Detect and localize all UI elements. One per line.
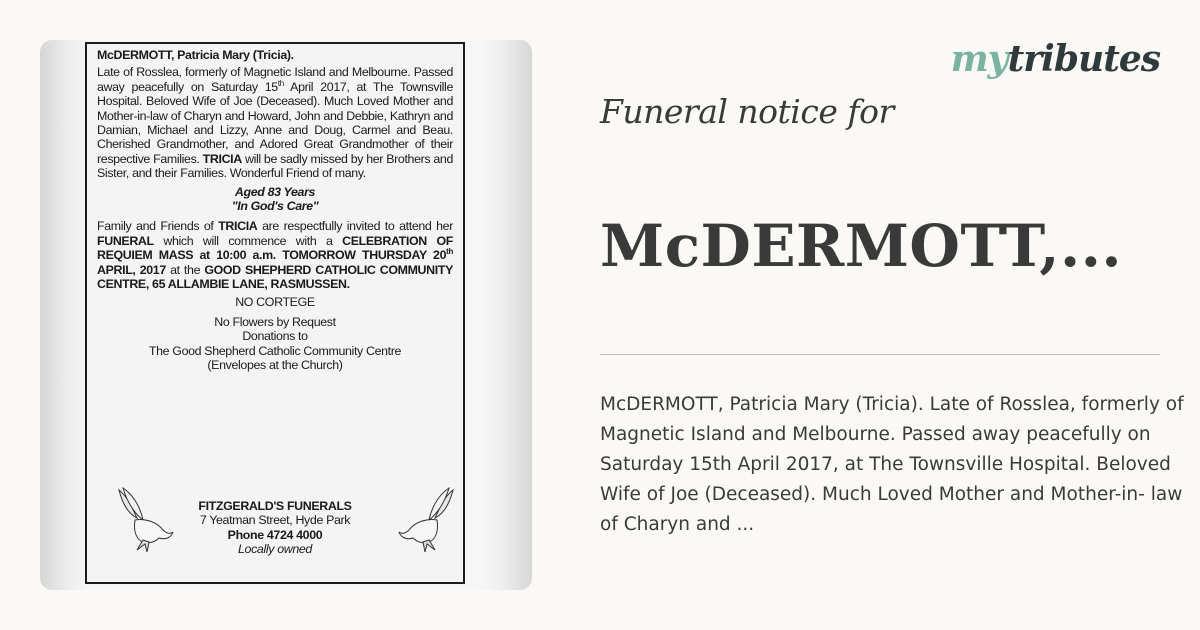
notice-body-part: will be sadly missed by her Brothers and Sister, and their Families. Wonderful Friend of many. [97,151,453,181]
notice-body-part: April 2017, at The Townsville Hospital. Beloved Wife of Joe (Deceased). Much Loved Mother and Mother-in-law of Charyn and Howard, John and Debbie, Kathryn and Damian, Michael and Lizzy, Anne and Doug, Carmel and Beau. Cherished Grandmother, and Adored Great Grandmother of their respective Families. [97,79,453,166]
notice-body-tricia: TRICIA [202,151,242,166]
notice-name-line: McDERMOTT, Patricia Mary (Tricia). [97,48,294,62]
funeral-director-name: FITZGERALD'S FUNERALS [198,499,352,513]
notice-venue: GOOD SHEPHERD CATHOLIC COMMUNITY CENTRE, 65 ALLAMBIE LANE, RASMUSSEN. [97,262,453,292]
funeral-notice-image [40,40,532,590]
notice-body-part: Late of Rosslea, formerly of Magnetic Island and Melbourne. Passed away peacefully on Saturday 15 [97,65,453,94]
mytributes-logo [951,38,1160,80]
funeral-director-phone: Phone 4724 4000 [227,527,323,542]
notice-aged: Aged 83 Years [234,184,316,199]
notice-invite-part: Family and Friends of [97,219,219,234]
notice-clipping [85,42,465,584]
notice-invite-funeral: FUNERAL [97,233,154,248]
notice-invite-part: at the [165,262,205,277]
notice-excerpt: McDERMOTT, Patricia Mary (Tricia). Late of Rosslea, formerly of Magnetic Island and Melbourne. Passed away peacefully on Saturday 15th April 2017, at The Townsville Hospital. Beloved Wife of Joe (Deceased). Much Loved Mother and Mother-in- law of Charyn and ... [600,394,1184,535]
page-headline: Funeral notice for [600,92,894,131]
notice-no-cortege: NO CORTEGE [235,294,315,309]
funeral-director-address: 7 Yeatman Street, Hyde Park [199,513,351,528]
notice-envelopes: (Envelopes at the Church) [207,358,343,373]
divider [600,354,1160,355]
logo-part-my: my [950,38,1008,80]
notice-charity: The Good Shepherd Catholic Community Centre [148,343,402,358]
notice-invite-part: which will commence with a [153,233,343,248]
notice-no-flowers: No Flowers by Request [214,314,336,329]
notice-donations: Donations to [242,329,308,344]
funeral-director-owned: Locally owned [238,542,312,557]
notice-body-sup: th [277,78,284,88]
notice-care: "In God's Care" [231,199,319,214]
notice-invite-part: are respectfully invited to attend her [257,219,453,234]
notice-body [97,65,453,180]
logo-part-tributes: tributes [1007,38,1160,80]
notice-mass-sup: th [446,247,453,257]
deceased-name: McDERMOTT,... [600,212,1123,280]
notice-mass-date: APRIL, 2017 [97,262,166,277]
funeral-director-block [87,499,463,557]
notice-invitation [97,219,453,291]
notice-invite-tricia: TRICIA [218,219,258,234]
notice-mass-time: CELEBRATION OF REQUIEM MASS at 10:00 a.m. TOMORROW THURSDAY 20 [97,233,453,263]
